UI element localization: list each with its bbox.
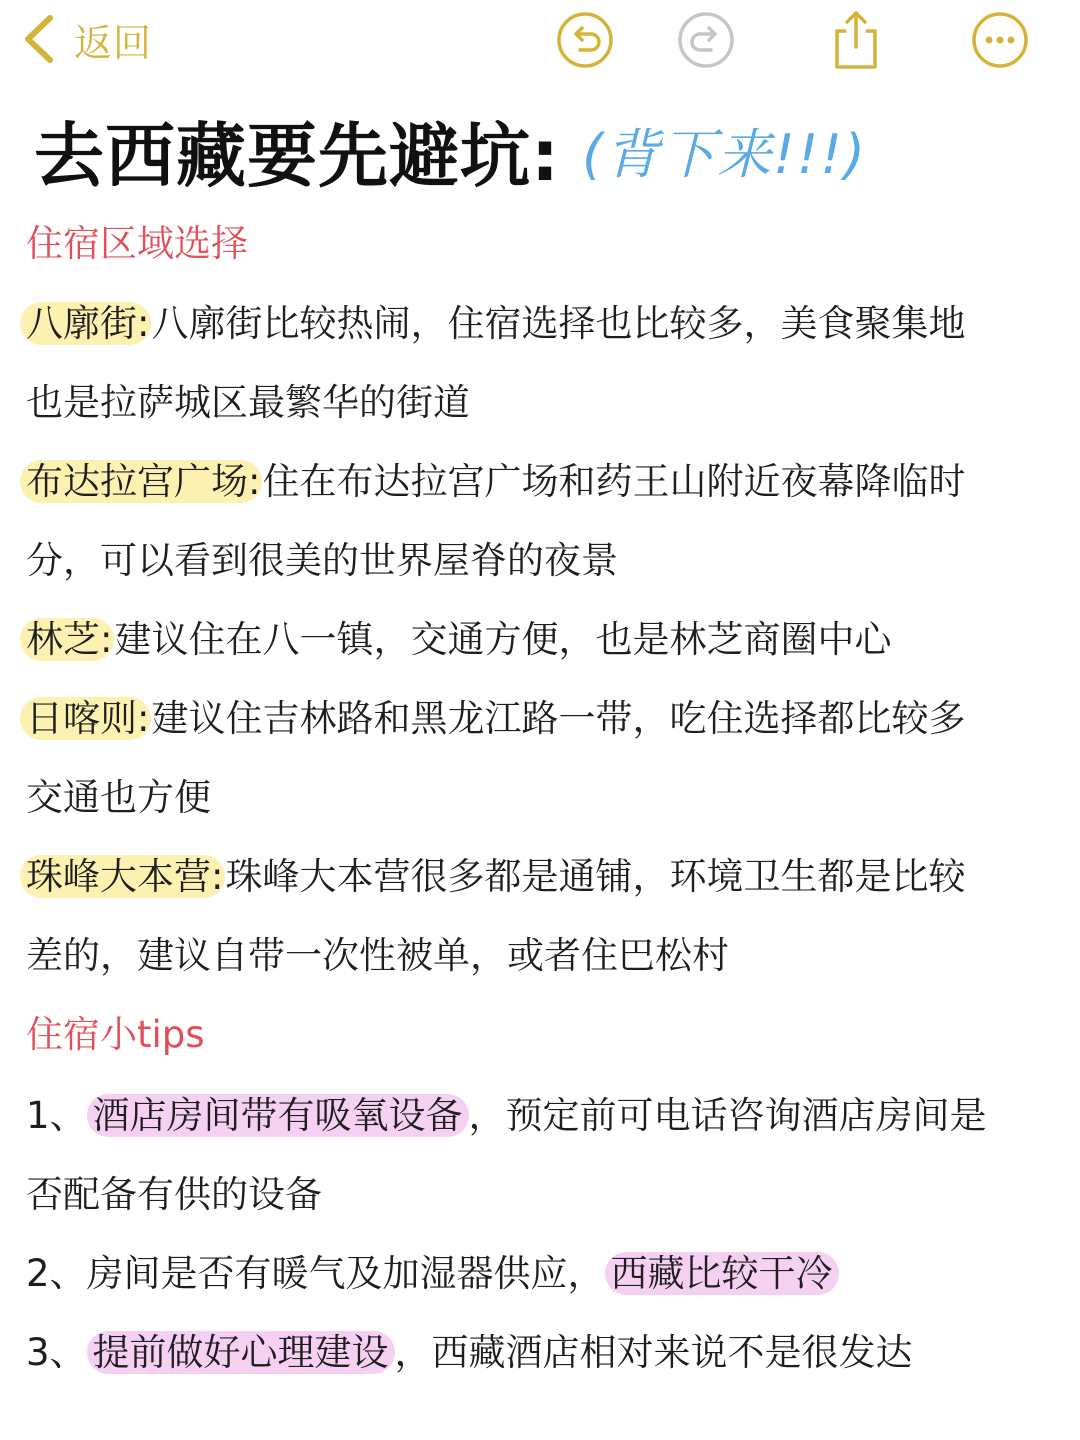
tip-text: ，预定前可电话咨询酒店房间是 bbox=[468, 1094, 987, 1137]
back-button[interactable] bbox=[22, 10, 152, 68]
top-navigation-bar bbox=[0, 0, 1080, 80]
undo-icon bbox=[556, 11, 614, 69]
item-text: 建议住吉林路和黑龙江路一带，吃住选择都比较多 bbox=[151, 697, 966, 740]
item-label: 珠峰大本营: bbox=[20, 855, 225, 898]
list-item-continuation: 分，可以看到很美的世界屋脊的夜景 bbox=[26, 539, 618, 582]
item-text: 住在布达拉宫广场和药王山附近夜幕降临时 bbox=[262, 460, 966, 503]
item-label: 林芝: bbox=[20, 618, 114, 661]
more-icon bbox=[971, 11, 1029, 69]
tip-highlight: 提前做好心理建设 bbox=[87, 1331, 395, 1374]
tip-item bbox=[26, 1244, 839, 1304]
title-note: (背下来!!!) bbox=[582, 122, 868, 186]
item-text: 建议住在八一镇，交通方便，也是林芝商圈中心 bbox=[114, 618, 892, 661]
item-text: 珠峰大本营很多都是通铺，环境卫生都是比较 bbox=[225, 855, 966, 898]
redo-icon bbox=[677, 11, 735, 69]
item-label: 日喀则: bbox=[20, 697, 151, 740]
section-heading-accommodation-area: 住宿区域选择 bbox=[26, 222, 248, 265]
share-icon bbox=[829, 9, 883, 71]
tip-highlight: 酒店房间带有吸氧设备 bbox=[87, 1094, 469, 1137]
list-item-continuation: 差的，建议自带一次性被单，或者住巴松村 bbox=[26, 934, 729, 977]
list-item bbox=[26, 294, 965, 354]
tip-number: 1、 bbox=[26, 1094, 87, 1137]
tip-highlight: 西藏比较干冷 bbox=[605, 1252, 839, 1295]
list-item bbox=[26, 689, 965, 749]
chevron-left-icon bbox=[22, 14, 56, 64]
more-button[interactable] bbox=[970, 10, 1030, 70]
back-label: 返回 bbox=[74, 20, 153, 65]
tip-number: 3、 bbox=[26, 1331, 87, 1374]
title-row bbox=[34, 100, 867, 200]
tip-item bbox=[26, 1323, 913, 1383]
tip-number: 2、 bbox=[26, 1252, 87, 1295]
tip-continuation: 否配备有供的设备 bbox=[26, 1173, 322, 1216]
list-item bbox=[26, 847, 965, 907]
item-label: 布达拉宫广场: bbox=[20, 460, 262, 503]
tip-text: ，西藏酒店相对来说不是很发达 bbox=[394, 1331, 913, 1374]
share-button[interactable] bbox=[826, 10, 886, 70]
list-item-continuation: 交通也方便 bbox=[26, 776, 211, 819]
item-label: 八廓街: bbox=[20, 302, 151, 345]
list-item bbox=[26, 452, 965, 512]
list-item bbox=[26, 610, 891, 670]
list-item-continuation: 也是拉萨城区最繁华的街道 bbox=[26, 381, 470, 424]
undo-button[interactable] bbox=[555, 10, 615, 70]
tip-text: 房间是否有暖气及加湿器供应， bbox=[86, 1252, 605, 1295]
section-heading-accommodation-tips: 住宿小tips bbox=[26, 1013, 205, 1056]
item-text: 八廓街比较热闹，住宿选择也比较多，美食聚集地 bbox=[151, 302, 966, 345]
page-title: 去西藏要先避坑: bbox=[34, 114, 560, 197]
redo-button[interactable] bbox=[676, 10, 736, 70]
tip-item bbox=[26, 1086, 987, 1146]
